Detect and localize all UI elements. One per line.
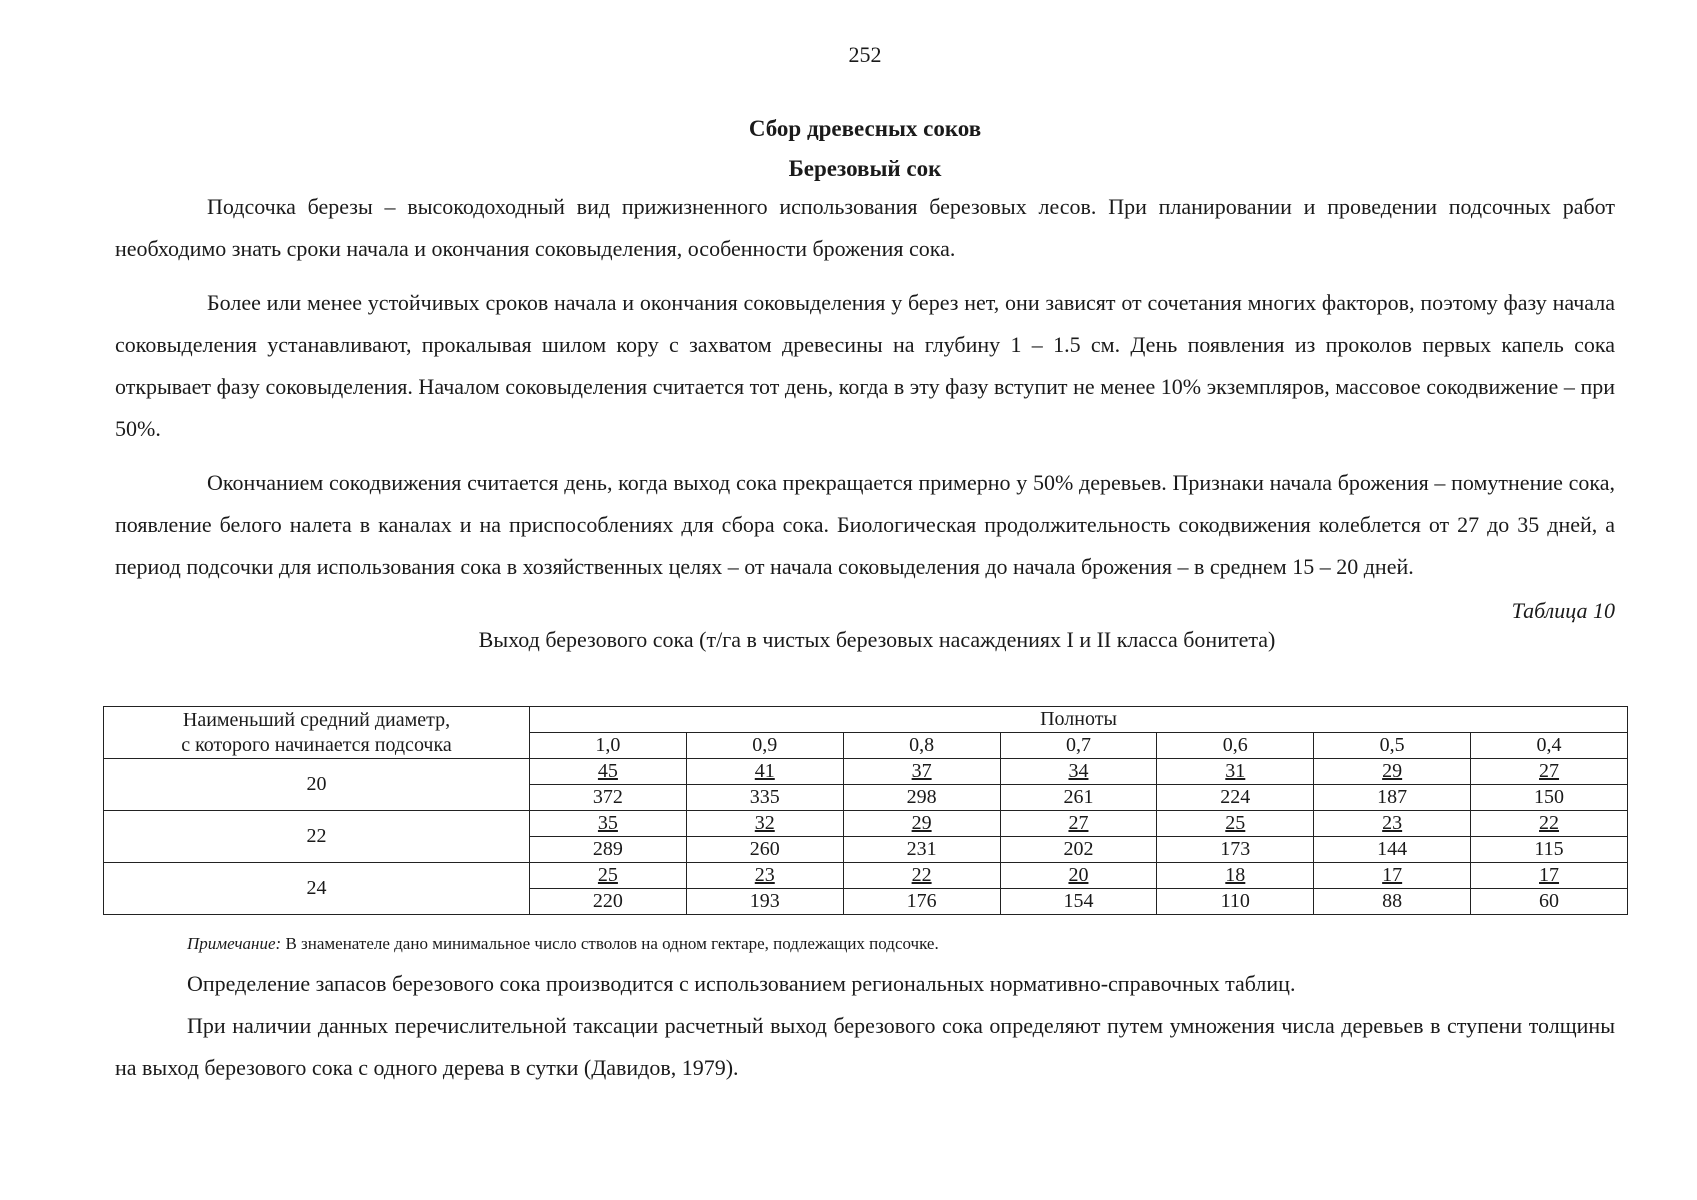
section-heading: Сбор древесных соков: [748, 116, 982, 141]
page-number: 252: [848, 42, 882, 67]
yield-value: 23: [1382, 812, 1403, 834]
trees-cell: 220: [530, 889, 687, 915]
yield-cell: [1314, 759, 1471, 785]
group-header-cell: Полноты: [530, 707, 1628, 733]
yield-cell: [686, 863, 843, 889]
table-row-yield: [104, 863, 1628, 889]
column-header: 0,5: [1314, 733, 1471, 759]
diameter-cell: 22: [104, 811, 530, 863]
trees-cell: 150: [1471, 785, 1628, 811]
yield-value: 23: [754, 864, 775, 886]
table-row-yield: [104, 811, 1628, 837]
paragraph-1: Подсочка березы – высокодоходный вид прижизненного использования березовых лесов. При планировании и проведении подсочных работ необходимо знать сроки начала и окончания соковыделения, особенности брожения сока.: [115, 194, 1615, 261]
yield-value: 18: [1225, 864, 1246, 886]
yield-value: 29: [1382, 760, 1403, 782]
yield-value: 29: [911, 812, 932, 834]
trees-cell: 261: [1000, 785, 1157, 811]
yield-value: 17: [1539, 864, 1560, 886]
trees-cell: 187: [1314, 785, 1471, 811]
table-note: [187, 934, 939, 954]
table-label: Таблица 10: [1511, 598, 1615, 623]
yield-cell: [1157, 811, 1314, 837]
table-caption: Выход березового сока (т/га в чистых березовых насаждениях I и II класса бонитета): [478, 627, 1276, 652]
closing-paragraphs: [115, 963, 1615, 1089]
column-header: 1,0: [530, 733, 687, 759]
trees-cell: 88: [1314, 889, 1471, 915]
trees-cell: 154: [1000, 889, 1157, 915]
paragraph-4: Определение запасов березового сока производится с использованием региональных нормативно-справочных таблиц.: [187, 971, 1296, 996]
trees-cell: 224: [1157, 785, 1314, 811]
column-header: 0,4: [1471, 733, 1628, 759]
yield-cell: [843, 759, 1000, 785]
yield-value: 22: [911, 864, 932, 886]
sap-yield-table: [103, 706, 1628, 915]
trees-cell: 115: [1471, 837, 1628, 863]
yield-value: 25: [1225, 812, 1246, 834]
paragraph-5: При наличии данных перечислительной таксации расчетный выход березового сока определяют путем умножения числа деревьев в ступени толщины на выход березового сока с одного дерева в сутки (Давидов, 1979).: [115, 1013, 1615, 1080]
yield-value: 37: [911, 760, 932, 782]
yield-cell: [1157, 863, 1314, 889]
trees-cell: 335: [686, 785, 843, 811]
trees-cell: 372: [530, 785, 687, 811]
yield-value: 41: [754, 760, 775, 782]
trees-cell: 260: [686, 837, 843, 863]
row-header-line-1: Наименьший средний диаметр,: [182, 708, 451, 731]
section-subheading: Березовый сок: [788, 156, 942, 181]
note-label: Примечание:: [187, 934, 282, 953]
yield-value: 17: [1382, 864, 1403, 886]
yield-cell: [1471, 863, 1628, 889]
column-header: 0,8: [843, 733, 1000, 759]
yield-value: 27: [1068, 812, 1089, 834]
yield-value: 32: [754, 812, 775, 834]
yield-value: 45: [597, 760, 618, 782]
document-page: [115, 0, 1615, 654]
paragraph-2: Более или менее устойчивых сроков начала и окончания соковыделения у берез нет, они зависят от сочетания многих факторов, поэтому фазу начала соковыделения устанавливают, прокалывая шилом кору с захватом древесины на глубину 1 – 1.5 см. День появления из проколов первых капель сока открывает фазу соковыделения. Началом соковыделения считается тот день, когда в эту фазу вступит не менее 10% экземпляров, массовое сокодвижение – при 50%.: [115, 290, 1615, 441]
yield-value: 27: [1539, 760, 1560, 782]
column-header: 0,9: [686, 733, 843, 759]
yield-cell: [1471, 759, 1628, 785]
yield-cell: [1000, 811, 1157, 837]
yield-cell: [530, 863, 687, 889]
trees-cell: 231: [843, 837, 1000, 863]
yield-cell: [843, 811, 1000, 837]
yield-cell: [1000, 759, 1157, 785]
table-row-yield: [104, 759, 1628, 785]
yield-cell: [1314, 863, 1471, 889]
trees-cell: 193: [686, 889, 843, 915]
yield-value: 34: [1068, 760, 1089, 782]
yield-cell: [1000, 863, 1157, 889]
yield-value: 20: [1068, 864, 1089, 886]
yield-cell: [843, 863, 1000, 889]
diameter-cell: 20: [104, 759, 530, 811]
yield-value: 25: [597, 864, 618, 886]
paragraph-3: Окончанием сокодвижения считается день, когда выход сока прекращается примерно у 50% деревьев. Признаки начала брожения – помутнение сока, появление белого налета в каналах и на приспособлениях для сбора сока. Биологическая продолжительность сокодвижения колеблется от 27 до 35 дней, а период подсочки для использования сока в хозяйственных целях – от начала соковыделения до начала брожения – в среднем 15 – 20 дней.: [115, 470, 1615, 579]
yield-cell: [530, 811, 687, 837]
row-header-cell: [104, 707, 530, 759]
table-header-row-1: [104, 707, 1628, 733]
yield-cell: [1471, 811, 1628, 837]
yield-cell: [1314, 811, 1471, 837]
yield-value: 35: [597, 812, 618, 834]
trees-cell: 202: [1000, 837, 1157, 863]
note-text: В знаменателе дано минимальное число стволов на одном гектаре, подлежащих подсочке.: [285, 934, 939, 953]
trees-cell: 298: [843, 785, 1000, 811]
diameter-cell: 24: [104, 863, 530, 915]
yield-value: 31: [1225, 760, 1246, 782]
yield-cell: [1157, 759, 1314, 785]
trees-cell: 144: [1314, 837, 1471, 863]
column-header: 0,7: [1000, 733, 1157, 759]
trees-cell: 289: [530, 837, 687, 863]
row-header-line-2: с которого начинается подсочка: [181, 733, 452, 756]
yield-cell: [686, 759, 843, 785]
trees-cell: 110: [1157, 889, 1314, 915]
column-header: 0,6: [1157, 733, 1314, 759]
yield-value: 22: [1539, 812, 1560, 834]
yield-cell: [530, 759, 687, 785]
yield-cell: [686, 811, 843, 837]
trees-cell: 176: [843, 889, 1000, 915]
trees-cell: 173: [1157, 837, 1314, 863]
trees-cell: 60: [1471, 889, 1628, 915]
